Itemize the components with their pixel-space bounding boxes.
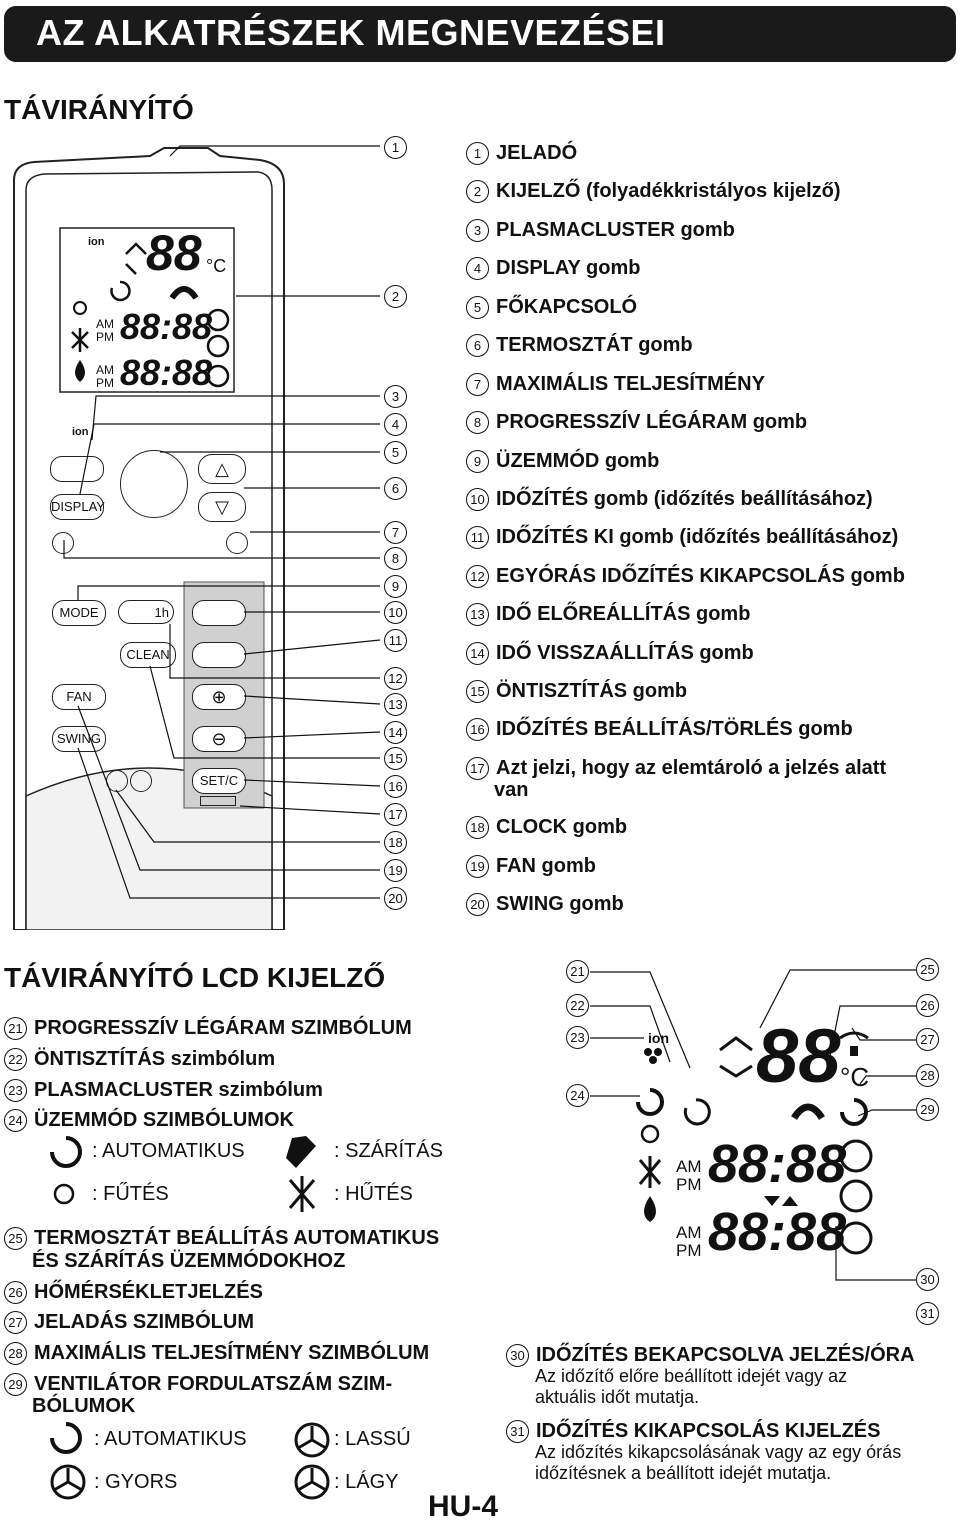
- callout-20: 20: [384, 887, 407, 910]
- display-button[interactable]: DISPLAY: [50, 494, 104, 520]
- list-item: 28 MAXIMÁLIS TELJESÍTMÉNY SZIMBÓLUM: [4, 1342, 429, 1365]
- lcd-unit: °C: [206, 256, 227, 276]
- heat-icon: [55, 1185, 73, 1203]
- ion-label: ion: [72, 426, 89, 438]
- list-item: 20 SWING gomb: [466, 893, 624, 916]
- fan-auto-label: : AUTOMATIKUS: [94, 1428, 247, 1450]
- mode-dry-label: : SZÁRÍTÁS: [334, 1140, 443, 1162]
- callout-27: 27: [916, 1028, 939, 1051]
- callout-17: 17: [384, 803, 407, 826]
- lcd-big-unit: °C: [840, 1062, 870, 1092]
- cool-icon: [640, 1156, 660, 1188]
- list-item: 31 IDŐZÍTÉS KIKAPCSOLÁS KIJELZÉS: [506, 1420, 880, 1443]
- list-item: 21 PROGRESSZÍV LÉGÁRAM SZIMBÓLUM: [4, 1017, 412, 1040]
- fan-button[interactable]: FAN: [52, 684, 106, 710]
- callout-1: 1: [384, 136, 407, 159]
- callout-7: 7: [384, 521, 407, 544]
- callout-10: 10: [384, 601, 407, 624]
- callout-5: 5: [384, 441, 407, 464]
- heat-icon: [642, 1126, 658, 1142]
- leader-lines: [0, 0, 420, 930]
- lcd-big-pm-2: PM: [676, 1241, 702, 1260]
- callout-9: 9: [384, 575, 407, 598]
- callout-31: 31: [916, 1302, 939, 1325]
- time-reverse-button[interactable]: ⊖: [192, 726, 246, 752]
- mode-button[interactable]: MODE: [52, 600, 106, 626]
- lcd-ion-label: ion: [648, 1030, 669, 1046]
- callout-13: 13: [384, 693, 407, 716]
- list-item: 1 JELADÓ: [466, 142, 577, 165]
- callout-6: 6: [384, 477, 407, 500]
- list-item: 9 ÜZEMMÓD gomb: [466, 450, 659, 473]
- list-item: 3 PLASMACLUSTER gomb: [466, 219, 735, 242]
- list-item: 11 IDŐZÍTÉS KI gomb (időzítés beállításához): [466, 526, 898, 549]
- mode-heat-label: : FŰTÉS: [92, 1183, 169, 1205]
- temp-down-button[interactable]: ▽: [198, 492, 246, 522]
- lcd-section-title: TÁVIRÁNYÍTÓ LCD KIJELZŐ: [4, 962, 386, 993]
- list-item: 26 HŐMÉRSÉKLETJELZÉS: [4, 1281, 263, 1304]
- list-item: 23 PLASMACLUSTER szimbólum: [4, 1079, 323, 1102]
- list-item: 25 TERMOSZTÁT BEÁLLÍTÁS AUTOMATIKUS: [4, 1227, 439, 1250]
- signal-icon: [840, 1033, 868, 1056]
- time-advance-button[interactable]: ⊕: [192, 684, 246, 710]
- callout-3: 3: [384, 385, 407, 408]
- mode-auto-label: : AUTOMATIKUS: [92, 1140, 245, 1162]
- callout-29: 29: [916, 1098, 939, 1121]
- timer-off-description-1: Az időzítés kikapcsolásának vagy az egy órás: [535, 1442, 902, 1462]
- page-number: HU-4: [428, 1490, 499, 1523]
- refresh-icon: [685, 1100, 709, 1124]
- page-title: AZ ALKATRÉSZEK MEGNEVEZÉSEI: [36, 12, 666, 53]
- list-item-continuation: van: [494, 779, 529, 801]
- callout-28: 28: [916, 1064, 939, 1087]
- callout-8: 8: [384, 547, 407, 570]
- list-item-continuation: BÓLUMOK: [32, 1395, 136, 1417]
- lcd-big-timer-off: 88:88: [708, 1202, 847, 1262]
- callout-2: 2: [384, 285, 407, 308]
- fan-slow-icon: [296, 1424, 328, 1456]
- list-item: 12 EGYÓRÁS IDŐZÍTÉS KIKAPCSOLÁS gomb: [466, 565, 905, 588]
- swing-button[interactable]: SWING: [52, 726, 106, 752]
- one-hour-off-button[interactable]: 1h: [118, 600, 174, 624]
- callout-24: 24: [566, 1084, 589, 1107]
- fan-soft-icon: [296, 1466, 328, 1498]
- callout-19: 19: [384, 859, 407, 882]
- mode-cool-label: : HŰTÉS: [334, 1183, 413, 1205]
- list-item: 17 Azt jelzi, hogy az elemtároló a jelzés alatt: [466, 757, 886, 780]
- lcd-chevron-icon: [720, 1038, 752, 1076]
- set-clear-button[interactable]: SET/C: [192, 768, 246, 794]
- auto-mode-icon: [638, 1090, 662, 1114]
- list-item: 27 JELADÁS SZIMBÓLUM: [4, 1311, 254, 1334]
- lcd-big-pm-1: PM: [676, 1175, 702, 1194]
- temp-up-button[interactable]: △: [198, 454, 246, 484]
- callout-21: 21: [566, 960, 589, 983]
- list-item: 13 IDŐ ELŐREÁLLÍTÁS gomb: [466, 603, 750, 626]
- list-item-continuation: ÉS SZÁRÍTÁS ÜZEMMÓDOKHOZ: [32, 1250, 346, 1272]
- lcd-big-am-1: AM: [676, 1157, 702, 1176]
- list-item: 2 KIJELZŐ (folyadékkristályos kijelző): [466, 180, 841, 203]
- list-item: 18 CLOCK gomb: [466, 816, 627, 839]
- auto-icon: [52, 1138, 80, 1166]
- list-item: 14 IDŐ VISSZAÁLLÍTÁS gomb: [466, 642, 754, 665]
- callout-30: 30: [916, 1268, 939, 1291]
- list-item: 5 FŐKAPCSOLÓ: [466, 296, 637, 319]
- callout-15: 15: [384, 747, 407, 770]
- list-item: 24 ÜZEMMÓD SZIMBÓLUMOK: [4, 1109, 294, 1132]
- list-item: 8 PROGRESSZÍV LÉGÁRAM gomb: [466, 411, 807, 434]
- callout-11: 11: [384, 629, 407, 652]
- fan-slow-label: : LASSÚ: [334, 1428, 411, 1450]
- callout-4: 4: [384, 413, 407, 436]
- list-item: 15 ÖNTISZTÍTÁS gomb: [466, 680, 687, 703]
- timer-on-description-2: aktuális időt mutatja.: [535, 1387, 700, 1407]
- callout-25: 25: [916, 958, 939, 981]
- list-item: 4 DISPLAY gomb: [466, 257, 640, 280]
- lcd-timer-on: 88:88: [120, 306, 213, 347]
- grapes-icon: [644, 1048, 662, 1064]
- max-power-icon: [794, 1107, 822, 1118]
- lcd-pm-2: PM: [96, 376, 114, 390]
- list-item: 19 FAN gomb: [466, 855, 596, 878]
- lcd-timer-off: 88:88: [120, 352, 213, 393]
- list-item: 30 IDŐZÍTÉS BEKAPCSOLVA JELZÉS/ÓRA: [506, 1344, 915, 1367]
- fan-fast-icon: [52, 1466, 84, 1498]
- dry-icon: [644, 1196, 656, 1222]
- callout-22: 22: [566, 994, 589, 1017]
- list-item: 29 VENTILÁTOR FORDULATSZÁM SZIM-: [4, 1373, 392, 1396]
- dry-icon: [286, 1136, 316, 1168]
- callout-14: 14: [384, 721, 407, 744]
- lcd-am-1: AM: [96, 317, 114, 331]
- timer-on-description-1: Az időzítő előre beállított idejét vagy az: [535, 1366, 848, 1386]
- callout-12: 12: [384, 667, 407, 690]
- list-item: 16 IDŐZÍTÉS BEÁLLÍTÁS/TÖRLÉS gomb: [466, 718, 853, 741]
- fan-speed-icon: [842, 1100, 866, 1124]
- callout-18: 18: [384, 831, 407, 854]
- callout-26: 26: [916, 994, 939, 1017]
- fan-auto-icon: [52, 1424, 80, 1452]
- lcd-temperature: 88: [146, 225, 202, 281]
- lcd-am-2: AM: [96, 363, 114, 377]
- fan-fast-label: : GYORS: [94, 1471, 178, 1493]
- lcd-big-am-2: AM: [676, 1223, 702, 1242]
- cool-icon: [290, 1176, 314, 1212]
- lcd-big-temperature: 88: [756, 1014, 841, 1099]
- list-item: 6 TERMOSZTÁT gomb: [466, 334, 693, 357]
- callout-16: 16: [384, 775, 407, 798]
- lcd-pm-1: PM: [96, 330, 114, 344]
- timer-off-description-2: időzítésnek a beállított idejét mutatja.: [535, 1463, 832, 1483]
- fan-soft-label: : LÁGY: [334, 1471, 399, 1493]
- clean-button[interactable]: CLEAN: [120, 642, 176, 668]
- remote-section-title: TÁVIRÁNYÍTÓ: [4, 94, 194, 125]
- lcd-big-timer-on: 88:88: [708, 1134, 847, 1194]
- ion-indicator: ion: [88, 236, 105, 248]
- list-item: 10 IDŐZÍTÉS gomb (időzítés beállításához): [466, 488, 873, 511]
- callout-23: 23: [566, 1026, 589, 1049]
- list-item: 7 MAXIMÁLIS TELJESÍTMÉNY: [466, 373, 765, 396]
- list-item: 22 ÖNTISZTÍTÁS szimbólum: [4, 1048, 275, 1071]
